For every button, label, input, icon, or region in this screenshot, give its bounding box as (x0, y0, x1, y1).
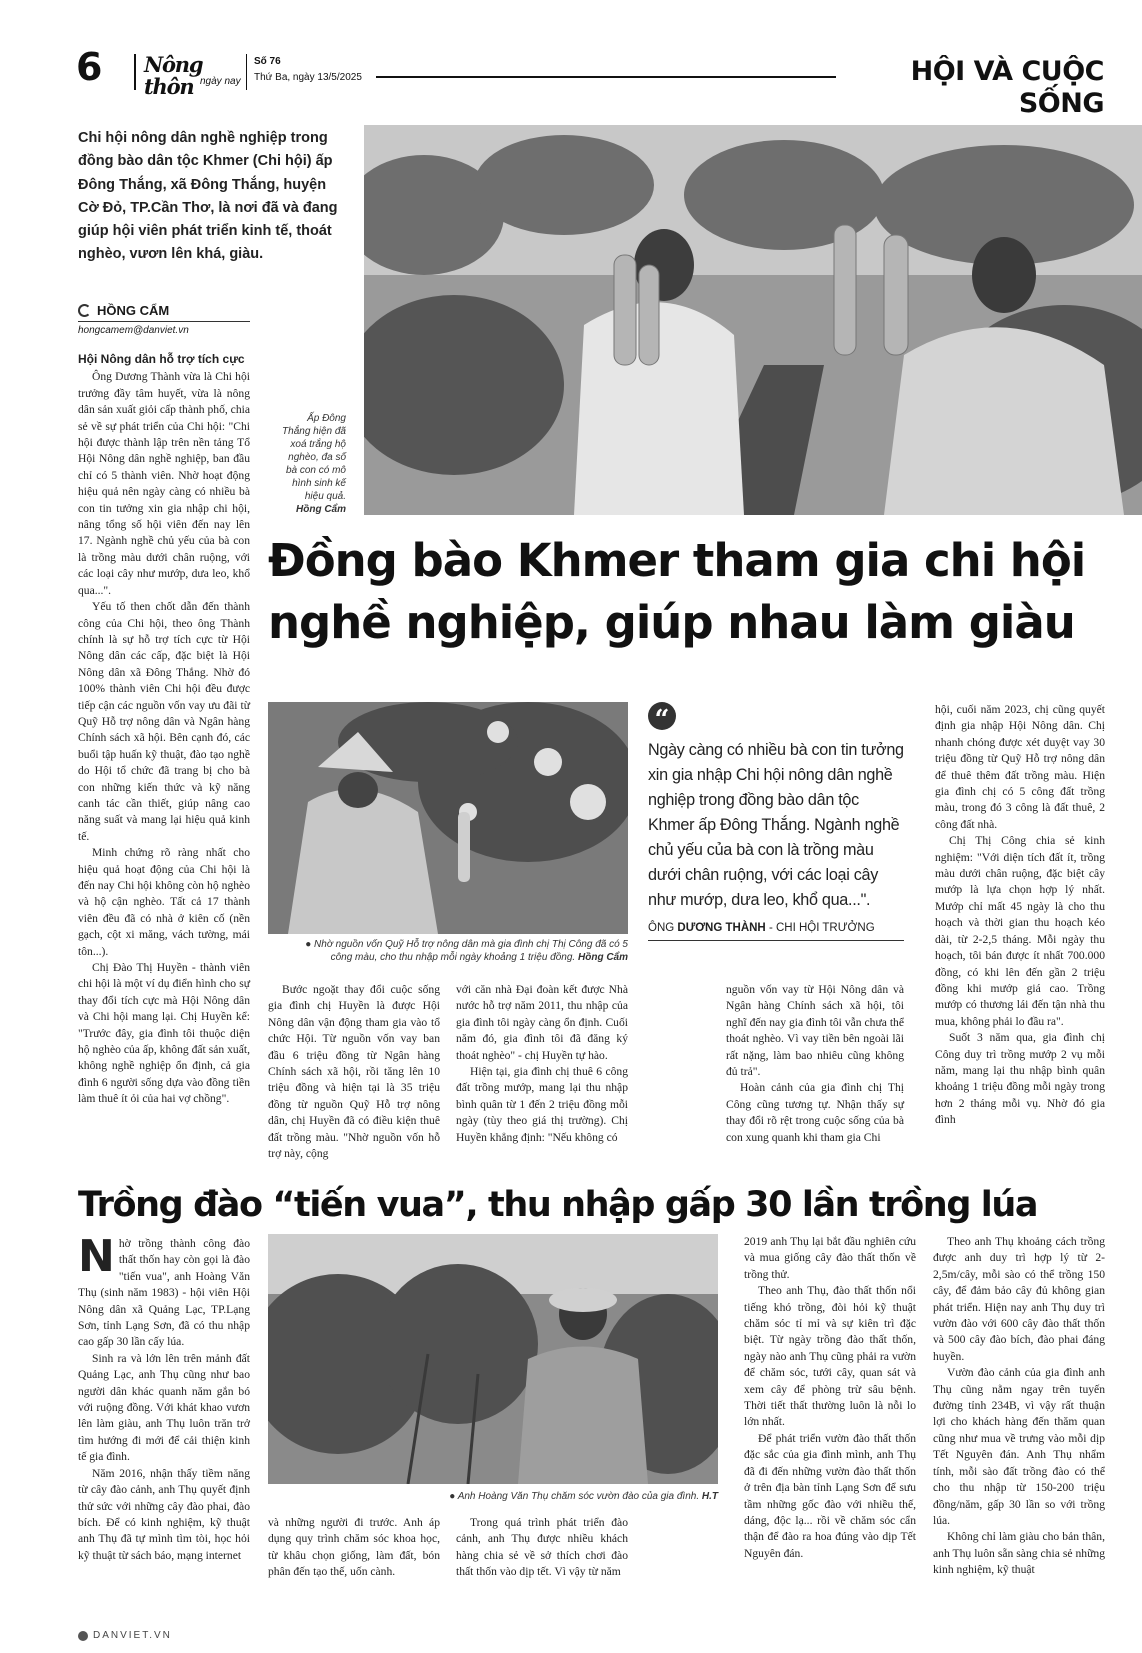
camera-dot-icon: ● (305, 939, 315, 950)
photo-peach-garden (268, 1234, 718, 1484)
masthead (0, 0, 1142, 119)
paragraph: Ông Dương Thành vừa là Chi hội trưởng đầy tâm huyết, vừa là nông dân sản xuất giỏi cấp thành phố, chia sẻ về sự phát triển của Chi hội: "Chi hội được thành lập trên nền tảng Tổ Hội Nông dân nghề nghiệp, ban đầu chỉ có 5 thành viên. Nhờ hoạt động hiệu quả nên ngày càng có nhiều bà con tin tưởng xin gia nhập chi hội, nâng tổng số hội viên đến nay lên 17. Ngành nghề chủ yếu của bà con là trồng màu dưới chân ruộng, với các loại cây như mướp, dưa leo, khổ qua...". (78, 370, 250, 597)
author-name: HỒNG CẨM (97, 303, 170, 318)
author-rule (78, 321, 250, 322)
photo1-caption-text: Ấp Đông Thắng hiện đã xoá trắng hộ nghèo, đa số bà con có mô hình sinh kế hiệu quả. (282, 413, 346, 502)
paragraph: Suốt 3 năm qua, gia đình chị Công duy trì trồng mướp 2 vụ mỗi năm, mang lại thu nhập bình quân khoảng 1 triệu đồng mỗi ngày trong hơn 2 tháng mỗi vụ. Nhờ đó gia đình (935, 1031, 1105, 1127)
camera-dot-icon: ● (449, 1491, 458, 1502)
article1-column-4 (726, 982, 904, 1146)
paragraph-first (78, 1231, 250, 1351)
quote-mark-icon: “ (648, 702, 676, 730)
paragraph: Để phát triển vườn đào thất thốn đặc sắc của gia đình mình, anh Thụ đã đi đến những vườn đào thất thốn ở trên địa bàn tỉnh Lạng Sơn để sưu tầm những gốc đào với nhiều thế, dáng, độc lạ... rồi về chăm sóc cẩn thận để đào ra hoa đúng vào dịp Tết Nguyên đán. (744, 1431, 916, 1560)
article1-column-2 (268, 982, 440, 1162)
article1-headline (268, 530, 1118, 654)
paragraph: Yếu tố then chốt dẫn đến thành công của Chi hội, theo ông Thành chính là sự hỗ trợ tích cực từ Hội Nông dân các cấp, đặc biệt là Hội Nông dân xã Đông Thắng. Nhờ đó 100% thành viên Chi hội đều được tiếp cận các nguồn vốn vay ưu đãi từ Quỹ Hỗ trợ nông dân và Ngân hàng Chính sách xã hội. Bên cạnh đó, các buổi tập huấn kỹ thuật, đào tạo nghề do Hội tổ chức đã trang bị cho bà con những kiến thức và kỹ năng canh tác cần thiết, giúp nâng cao năng suất và mang lại hiệu quả kinh tế. (78, 600, 250, 843)
paragraph: Hiện tại, gia đình chị thuê 6 công đất trồng mướp, mang lại thu nhập bình quân từ 1 đến 2 triệu đồng mỗi ngày (tùy theo giá thị trường). Chị Huyền khẳng định: "Nếu không có (456, 1065, 628, 1144)
photo3-caption-text: Anh Hoàng Văn Thụ chăm sóc vườn đào của gia đình. (457, 1491, 700, 1502)
site-name: DANVIET.VN (93, 1630, 172, 1641)
paragraph: Sinh ra và lớn lên trên mảnh đất Quảng Lạc, anh Thụ cũng như bao người dân khác quanh năm gắn bó với ruộng đồng. Với khát khao vươn lên làm giàu, anh Thụ luôn trăn trở tìm hướng đi mới để cải thiện kinh tế gia đình. (78, 1351, 250, 1464)
pull-quote (648, 702, 904, 941)
headline-line-1: Đồng bào Khmer tham gia chi hội (268, 534, 1086, 587)
author-byline (78, 303, 250, 336)
paragraph: Không chỉ làm giàu cho bản thân, anh Thụ luôn sẵn sàng chia sẻ những kinh nghiệm, kỹ thuật (933, 1530, 1105, 1577)
masthead-divider-left (134, 54, 136, 90)
pen-icon (78, 304, 91, 317)
quote-attr-name: DƯƠNG THÀNH (677, 922, 766, 934)
article2-column-2 (268, 1515, 440, 1581)
paragraph: hội, cuối năm 2023, chị cũng quyết định gia nhập Hội Nông dân. Chị nhanh chóng được xét duyệt vay 30 triệu đồng từ Quỹ Hỗ trợ nông dân để thuê thêm đất trồng màu. Hiện gia đình chị có 5 công đất trồng màu, trong đó 3 công là đất thuê, 2 công đất nhà. (935, 703, 1105, 831)
quote-rule (648, 940, 904, 941)
footer-site (78, 1630, 172, 1641)
page-number: 6 (76, 45, 103, 89)
paragraph: nguồn vốn vay từ Hội Nông dân và Ngân hàng Chính sách xã hội, tôi nghĩ đến nay gia đình tôi vẫn chưa thể thoát nghèo. Vì vay tiền bên ngoài lãi rất nặng, làm bao nhiêu cũng không đủ trả". (726, 983, 904, 1079)
issue-number: Số 76 (254, 56, 281, 67)
photo2-caption-text: Nhờ nguồn vốn Quỹ Hỗ trợ nông dân mà gia đình chị Thị Công đã có 5 công màu, cho thu nhập mỗi ngày khoảng 1 triệu đồng. (314, 939, 628, 963)
article2-column-5 (933, 1234, 1105, 1579)
photo2-caption (290, 938, 628, 964)
article2-headline: Trồng đào “tiến vua”, thu nhập gấp 30 lần trồng lúa (78, 1185, 1038, 1225)
photo3-caption (268, 1490, 718, 1503)
paragraph: Năm 2016, nhận thấy tiềm năng từ cây đào cảnh, anh Thụ quyết định thử sức với những cây đào phai, đào bích. Để có kinh nghiệm, kỹ thuật anh Thụ đã tự mình tìm tòi, học hỏi kỹ thuật từ sách báo, mạng internet (78, 1466, 250, 1562)
quote-text: Ngày càng có nhiều bà con tin tưởng xin gia nhập Chi hội nông dân nghề nghiệp trong đồng bào dân tộc Khmer ấp Đông Thắng. Ngành nghề chủ yếu của bà con là trồng màu dưới chân ruộng, với các loại cây như mướp, dưa leo, khổ qua...". (648, 741, 904, 909)
photo1-caption (276, 412, 346, 516)
photo-farmers-luffa-illustration (364, 125, 1142, 515)
paragraph: và những người đi trước. Anh áp dụng quy trình chăm sóc khoa học, từ khâu chọn giống, làm đất, bón phân đến tạo thế, uốn cành. (268, 1516, 440, 1579)
paragraph: Bước ngoặt thay đổi cuộc sống gia đình chị Huyền là được Hội Nông dân vận động tham gia vào tổ chức Hội. Từ nguồn vốn vay ban đầu 6 triệu đồng từ Ngân hàng Chính sách xã hội, rồi tăng lên 10 triệu đồng và hiện tại là 35 triệu đồng từ nguồn Quỹ Hỗ trợ nông dân, chị Huyền đã có điều kiện thuê đất trồng màu. "Nhờ nguồn vốn hỗ trợ này, cộng (268, 983, 440, 1161)
quote-attribution (648, 922, 904, 934)
paragraph: với căn nhà Đại đoàn kết được Nhà nước hỗ trợ năm 2011, thu nhập của gia đình tôi ngày càng ổn định. Cuối năm đó, gia đình tôi đã đăng ký thoát nghèo" - chị Huyền tự hào. (456, 983, 628, 1062)
logo-sub: ngày nay (200, 76, 241, 87)
photo-woman-luffa (268, 702, 628, 934)
issue-date: Thứ Ba, ngày 13/5/2025 (254, 72, 362, 83)
masthead-divider-right (246, 54, 247, 90)
paragraph: Chị Đào Thị Huyền - thành viên chi hội là một ví dụ điển hình cho sự thay đổi tích cực mà Hội Nông dân và Chi hội mang lại. Chị Huyền kể: "Trước đây, gia đình tôi thuộc diện hộ nghèo của ấp, không đất sản xuất, không nghề nghiệp ổn định, cả gia đình 6 người sống dựa vào đồng tiền làm thuê ít ỏi của hai vợ chồng". (78, 961, 250, 1106)
newspaper-logo (144, 52, 244, 99)
photo2-credit: Hồng Cẩm (578, 952, 628, 963)
paragraph: Minh chứng rõ ràng nhất cho hiệu quả hoạt động của Chi hội là đến nay Chi hội không còn hộ nghèo và hộ cận nghèo. Tất cả 17 thành viên đều đã có nhà ở kiên cố (nền gạch, cột xi măng, vách tường, mái tôn...). (78, 846, 250, 958)
paragraph: Trong quá trình phát triển đào cảnh, anh Thụ được nhiều khách hàng chia sẻ về sở thích chơi đào thất thốn vào dịp tết. Vì vậy từ năm (456, 1516, 628, 1579)
section-title: HỘI VÀ CUỘC SỐNG (910, 56, 1104, 119)
article1-column-5 (935, 702, 1105, 1129)
photo-woman-luffa-illustration (268, 702, 628, 934)
paragraph: 2019 anh Thụ lại bắt đầu nghiên cứu và mua giống cây đào thất thốn về trồng thử. (744, 1235, 916, 1281)
article2-column-1 (78, 1231, 250, 1564)
paragraph: Vườn đào cảnh của gia đình anh Thụ cũng nằm ngay trên tuyến đường tỉnh 234B, vì vậy rất thuận lợi cho khách hàng đến thăm quan cũng như mua về trưng vào mỗi dịp Tết Nguyên đán. Anh Thụ nhẩm tính, mỗi sào đất trồng đào có thể cho thu nhập từ 150-200 triệu đồng/năm, gấp 30 lần so với trồng lúa. (933, 1366, 1105, 1527)
photo3-credit: H.T (701, 1491, 718, 1502)
photo-peach-garden-illustration (268, 1234, 718, 1484)
paragraph: Chị Thị Công chia sẻ kinh nghiệm: "Với diện tích đất ít, trồng màu dưới chân ruộng, đặc biệt cây mướp là lựa chọn hợp lý nhất. Mướp chỉ mất 45 ngày là cho thu hoạch và thời gian thu hoạch kéo dài, từ 2-2,5 tháng. Mỗi ngày thu hoạch, tôi bán được ít nhất 700.000 đồng, có khi lên đến gần 2 triệu đồng khi mướp giá cao. Trồng mướp có thương lái đến tận nhà thu mua, không phải lo đầu ra". (935, 834, 1105, 1028)
paragraph: Hoàn cảnh của gia đình chị Thị Công cũng tương tự. Nhận thấy sự thay đổi rõ rệt trong cuộc sống của bà con xung quanh khi tham gia Chi (726, 1081, 904, 1144)
article1-column-3 (456, 982, 628, 1146)
article-lead: Chi hội nông dân nghề nghiệp trong đồng bào dân tộc Khmer (Chi hội) ấp Đông Thắng, xã Đông Thắng, huyện Cờ Đỏ, TP.Cần Thơ, là nơi đã và đang giúp hội viên phát triển kinh tế, thoát nghèo, vươn lên khá, giàu. (78, 130, 338, 263)
quote-attr-suffix: - CHI HỘI TRƯỞNG (765, 922, 875, 934)
photo-farmers-luffa (364, 125, 1142, 515)
article1-subhead: Hội Nông dân hỗ trợ tích cực (78, 352, 245, 366)
article2-column-4 (744, 1234, 916, 1562)
logo-main: Nông thôn (144, 52, 203, 99)
paragraph-first-text: hờ trồng thành công đào thất thốn hay còn gọi là đào "tiến vua", anh Hoàng Văn Thụ (sinh năm 1983) - hội viên Hội Nông dân xã Quảng Lạc, TP.Lạng Sơn, tỉnh Lạng Sơn, đã có thu nhập cao gấp 30 lần cấy lúa. (78, 1237, 250, 1349)
paragraph: Theo anh Thụ khoảng cách trồng được anh duy trì hợp lý từ 2-2,5m/cây, mỗi sào có thể trồng 150 cây, để đảm bảo cây đủ không gian phát triển. Hiện nay anh Thụ duy trì vườn đào với 600 cây đào thất thốn và 500 cây đào bích, đào phai đáng huyền. (933, 1235, 1105, 1363)
dropcap: N (78, 1231, 115, 1282)
article2-column-3 (456, 1515, 628, 1581)
article1-column-1 (78, 349, 250, 1108)
header-rule (376, 76, 836, 78)
site-logo-icon (78, 1631, 88, 1641)
photo1-credit: Hồng Cẩm (296, 504, 346, 515)
paragraph: Theo anh Thụ, đào thất thốn nổi tiếng khó trồng, đòi hỏi kỹ thuật chăm sóc tỉ mỉ và sự kiên trì đặc biệt. Từ ngày trồng đào thất thốn, ngày nào anh Thụ cũng phải ra vườn để chăm sóc, tưới cây, quan sát và xem cây để phòng trừ sâu bệnh. Thời tiết thất thường luôn là nỗi lo lớn nhất. (744, 1284, 916, 1429)
author-email: hongcamem@danviet.vn (78, 325, 189, 336)
headline-line-2: nghề nghiệp, giúp nhau làm giàu (268, 596, 1075, 649)
quote-attr-prefix: ÔNG (648, 922, 678, 934)
